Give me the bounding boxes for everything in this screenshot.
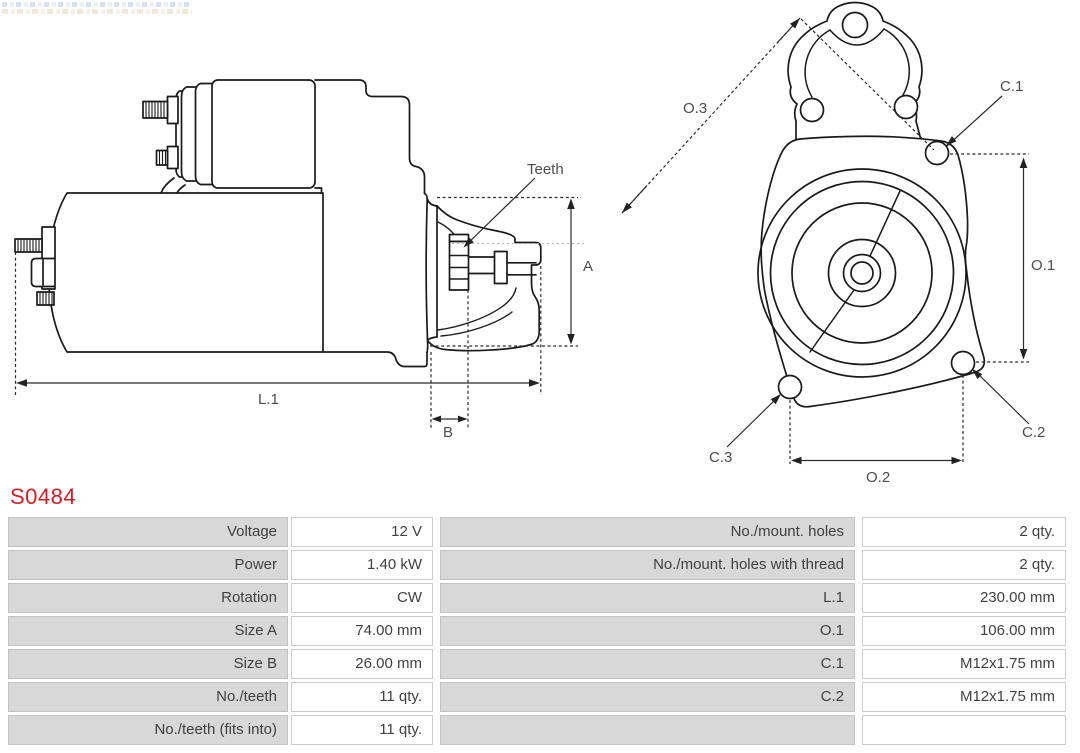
spec-value-cell: 106.00 mm	[862, 616, 1066, 646]
spec-value-cell: 74.00 mm	[291, 616, 433, 646]
spec-label-cell	[440, 715, 855, 745]
solenoid-body	[212, 80, 315, 188]
spec-value-cell: 26.00 mm	[291, 649, 433, 679]
hole-c3	[779, 376, 802, 399]
rear-stud	[15, 239, 42, 252]
cap-top-hole	[843, 13, 868, 38]
solenoid-ring	[196, 84, 213, 185]
terminal-nut	[168, 97, 179, 124]
spec-label-cell: Size A	[8, 616, 288, 646]
label-c2: C.2	[1022, 424, 1046, 441]
spec-value-cell: CW	[291, 583, 433, 613]
spec-label-cell: C.1	[440, 649, 855, 679]
label-o1: O.1	[1031, 257, 1056, 274]
spec-value-cell: 11 qty.	[291, 715, 433, 745]
table-row	[8, 715, 1074, 745]
label-o2: O.2	[866, 469, 891, 486]
label-l1: L.1	[258, 391, 279, 408]
cap-left-hole	[801, 99, 824, 122]
table-row	[8, 616, 1074, 646]
motor-body	[49, 193, 324, 352]
table-row	[8, 517, 1074, 547]
spec-label-cell: O.1	[440, 616, 855, 646]
hole-c2	[952, 352, 975, 375]
spec-label-cell: No./teeth	[8, 682, 288, 712]
drive-bracket	[315, 80, 425, 194]
shaft-collar	[495, 252, 508, 284]
spec-value-cell: 2 qty.	[862, 550, 1066, 580]
spec-value-cell: M12x1.75 mm	[862, 682, 1066, 712]
spec-label-cell: C.2	[440, 682, 855, 712]
spec-label-cell: Voltage	[8, 517, 288, 547]
label-c1: C.1	[1000, 78, 1024, 95]
spec-value-cell: 11 qty.	[291, 682, 433, 712]
spec-label-cell: Size B	[8, 649, 288, 679]
spec-value-cell: M12x1.75 mm	[862, 649, 1066, 679]
spec-label-cell: Rotation	[8, 583, 288, 613]
part-number: S0484	[10, 484, 77, 509]
spec-value-cell: 1.40 kW	[291, 550, 433, 580]
label-a: A	[583, 258, 594, 275]
pinion-chamfer	[450, 235, 469, 242]
table-row	[8, 682, 1074, 712]
terminal-nut	[168, 147, 179, 169]
label-b: B	[443, 424, 454, 441]
label-c3: C.3	[709, 449, 733, 466]
table-row	[8, 550, 1074, 580]
spec-value-cell: 230.00 mm	[862, 583, 1066, 613]
spec-value-cell: 2 qty.	[862, 517, 1066, 547]
spec-value-cell	[862, 715, 1066, 745]
spec-label-cell: L.1	[440, 583, 855, 613]
spec-value-cell: 12 V	[291, 517, 433, 547]
table-row	[8, 583, 1074, 613]
spec-label-cell: No./mount. holes with thread	[440, 550, 855, 580]
table-row	[8, 649, 1074, 679]
label-o3: O.3	[683, 100, 708, 117]
spec-label-cell: Power	[8, 550, 288, 580]
pinion-gear	[450, 242, 469, 291]
label-teeth: Teeth	[527, 161, 564, 178]
spec-table	[8, 517, 1074, 748]
solenoid-ring	[182, 87, 196, 181]
spec-label-cell: No./teeth (fits into)	[8, 715, 288, 745]
spec-label-cell: No./mount. holes	[440, 517, 855, 547]
